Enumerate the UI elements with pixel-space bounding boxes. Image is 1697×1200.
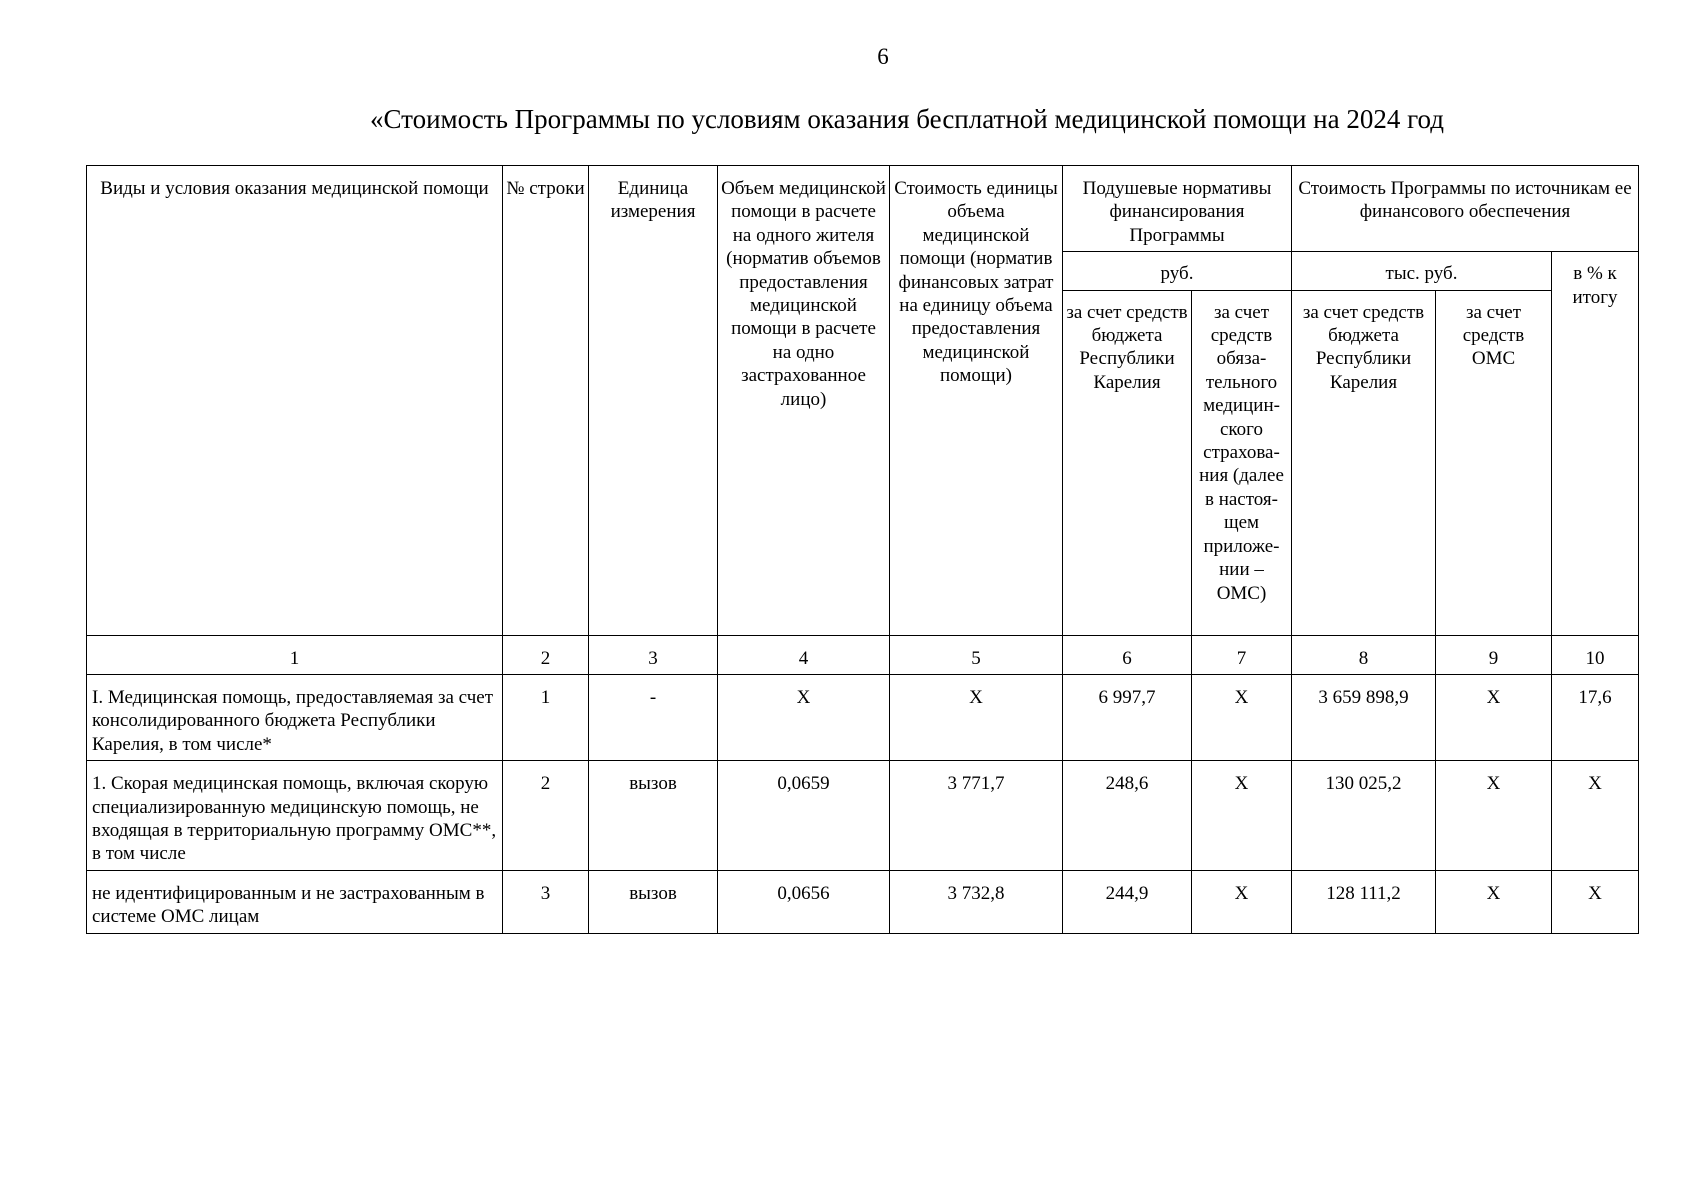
cell-percent: Х [1552,761,1639,871]
header-rub: руб. [1063,252,1292,290]
cell-unit: вызов [589,870,718,933]
cell-oms-per-capita: Х [1192,675,1292,761]
page-number: 6 [877,44,889,69]
column-number: 3 [589,635,718,674]
document-title: «Стоимость Программы по условиям оказания бесплатной медицинской помощи на 2024 год [370,104,1444,134]
cell-volume: Х [718,675,890,761]
cell-kind: I. Медицинская помощь, предоставляемая за счет консолидированного бюджета Республики Карелия, в том числе* [87,675,503,761]
cell-budget-cost: 130 025,2 [1292,761,1436,871]
cell-budget-cost: 128 111,2 [1292,870,1436,933]
header-row-1 [87,166,1639,252]
header-budget-cost: за счет средств бюджета Республики Карелия [1292,290,1436,635]
table-row [87,761,1639,871]
header-program-cost-group: Стоимость Программы по источникам ее финансового обеспечения [1292,166,1639,252]
column-number: 7 [1192,635,1292,674]
column-number: 6 [1063,635,1192,674]
cell-unit-cost: 3 732,8 [890,870,1063,933]
cell-oms-per-capita: Х [1192,870,1292,933]
cell-kind: не идентифицированным и не застрахованным в системе ОМС лицам [87,870,503,933]
cell-budget-cost: 3 659 898,9 [1292,675,1436,761]
column-number: 4 [718,635,890,674]
cell-kind: 1. Скорая медицинская помощь, включая скорую специализированную медицинскую помощь, не входящая в территориальную программу ОМС**, в том числе [87,761,503,871]
column-numbers-row [87,635,1639,674]
header-budget-per-capita: за счет средств бюджета Республики Карелия [1063,290,1192,635]
header-oms-per-capita: за счет средств обяза-тельного медицин-ского страхова-ния (далее в настоя-щем приложе-нии – ОМС) [1192,290,1292,635]
cell-row-number: 3 [503,870,589,933]
cell-oms-cost: Х [1436,870,1552,933]
header-row-number: № строки [503,166,589,636]
column-number: 10 [1552,635,1639,674]
cell-oms-cost: Х [1436,761,1552,871]
cell-unit: - [589,675,718,761]
column-number: 8 [1292,635,1436,674]
cell-unit: вызов [589,761,718,871]
cell-volume: 0,0659 [718,761,890,871]
cell-oms-per-capita: Х [1192,761,1292,871]
cell-budget-per-capita: 6 997,7 [1063,675,1192,761]
column-number: 9 [1436,635,1552,674]
header-unit: Единица измерения [589,166,718,636]
cell-row-number: 1 [503,675,589,761]
cell-oms-cost: Х [1436,675,1552,761]
cell-unit-cost: Х [890,675,1063,761]
column-number: 2 [503,635,589,674]
cost-table [86,165,1639,934]
table-row [87,870,1639,933]
column-number: 1 [87,635,503,674]
cell-percent: Х [1552,870,1639,933]
cell-budget-per-capita: 248,6 [1063,761,1192,871]
cell-unit-cost: 3 771,7 [890,761,1063,871]
header-unit-cost: Стоимость единицы объема медицинской помощи (норматив финансовых затрат на единицу объема предоставления медицинской помощи) [890,166,1063,636]
column-number: 5 [890,635,1063,674]
table-row [87,675,1639,761]
header-thousand-rub: тыс. руб. [1292,252,1552,290]
cell-row-number: 2 [503,761,589,871]
header-oms-cost: за счет средств ОМС [1436,290,1552,635]
header-percent: в % к итогу [1552,252,1639,635]
header-volume: Объем медицинской помощи в расчете на одного жителя (норматив объемов предоставления медицинской помощи в расчете на одно застрахованное лицо) [718,166,890,636]
header-kinds: Виды и условия оказания медицинской помощи [87,166,503,636]
cell-percent: 17,6 [1552,675,1639,761]
cell-volume: 0,0656 [718,870,890,933]
header-per-capita-group: Подушевые нормативы финансирования Программы [1063,166,1292,252]
cell-budget-per-capita: 244,9 [1063,870,1192,933]
